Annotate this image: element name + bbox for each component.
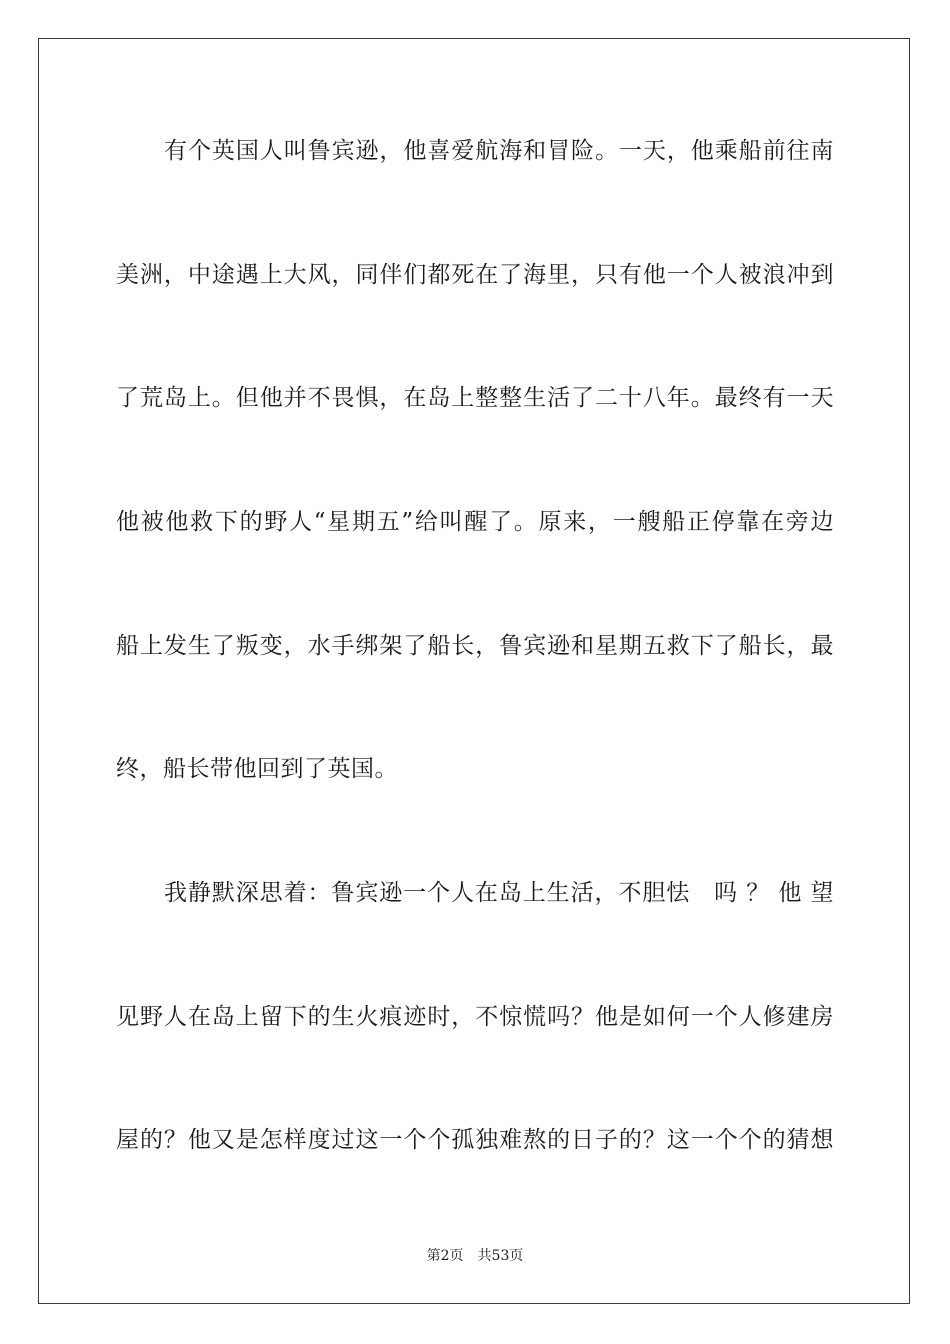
paragraph-2-line-1: 我静默深思着：鲁宾逊一个人在岛上生活，不胆怯 吗 ？ 他 望: [164, 880, 834, 906]
paragraph-1-line-1: 有个英国人叫鲁宾逊，他喜爱航海和冒险。一天，他乘船前往南: [164, 138, 834, 164]
paragraph-2-line-2: 见野人在岛上留下的生火痕迹时，不惊慌吗？他是如何一个人修建房: [116, 1004, 834, 1030]
page-footer: [0, 1245, 950, 1265]
paragraph-1-line-6: 终，船长带他回到了英国。: [116, 756, 398, 782]
page-border: [38, 38, 910, 1304]
page-number: 第2页: [426, 1248, 464, 1264]
paragraph-1-line-2: 美洲，中途遇上大风，同伴们都死在了海里，只有他一个人被浪冲到: [116, 262, 834, 288]
page-total: 共53页: [477, 1248, 524, 1264]
paragraph-2-line-3: 屋的？他又是怎样度过这一个个孤独难熬的日子的？这一个个的猜想: [116, 1127, 834, 1153]
paragraph-1-line-3: 了荒岛上。但他并不畏惧，在岛上整整生活了二十八年。最终有一天: [116, 385, 834, 411]
paragraph-1-line-4: 他被他救下的野人“星期五”给叫醒了。原来，一艘船正停靠在旁边: [116, 509, 834, 535]
paragraph-1-line-5: 船上发生了叛变，水手绑架了船长，鲁宾逊和星期五救下了船长，最: [116, 633, 834, 659]
